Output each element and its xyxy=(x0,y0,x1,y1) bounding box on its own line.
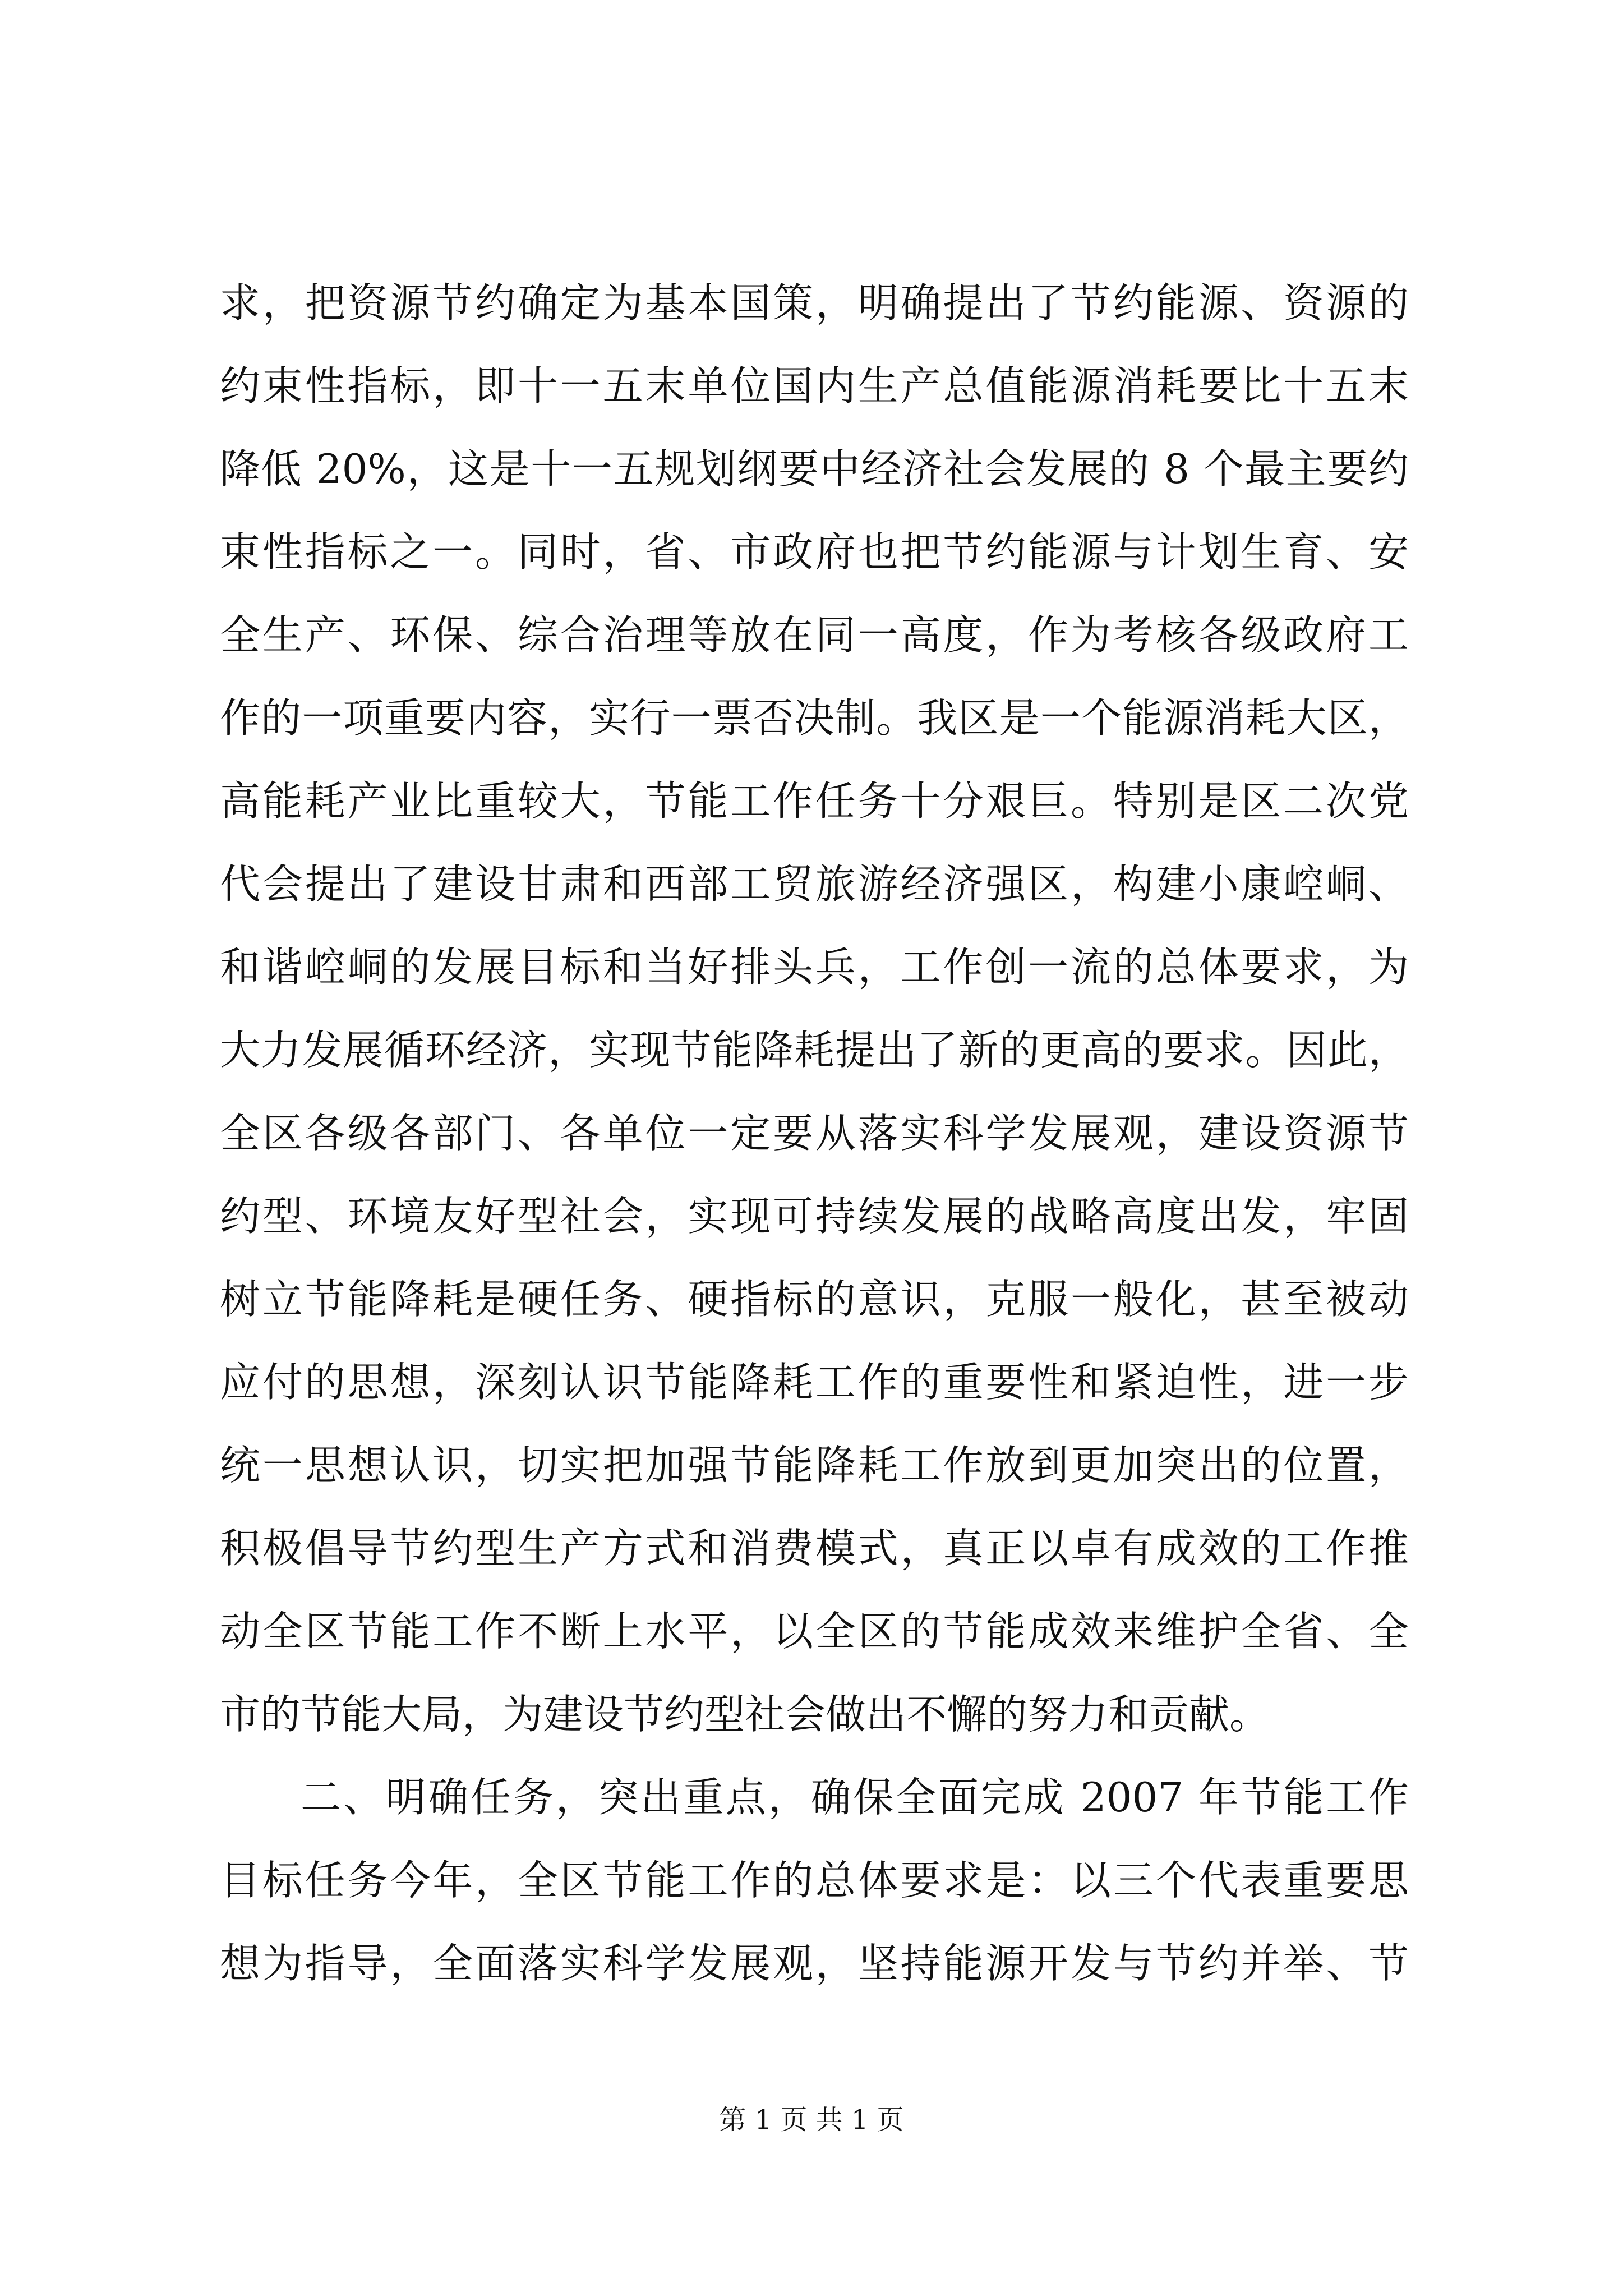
page-footer: 第 1 页 共 1 页 xyxy=(719,2104,904,2136)
text-line-4: 束性指标之一。同时，省、市政府也把节约能源与计划生育、安 xyxy=(220,528,1409,576)
text-line-20: 目标任务今年，全区节能工作的总体要求是：以三个代表重要思 xyxy=(220,1857,1409,1904)
text-line-5: 全生产、环保、综合治理等放在同一高度，作为考核各级政府工 xyxy=(220,611,1409,659)
text-line-12: 约型、环境友好型社会，实现可持续发展的战略高度出发，牢固 xyxy=(220,1193,1409,1240)
text-line-16: 积极倡导节约型生产方式和消费模式，真正以卓有成效的工作推 xyxy=(220,1525,1409,1572)
text-line-11: 全区各级各部门、各单位一定要从落实科学发展观，建设资源节 xyxy=(220,1110,1409,1157)
text-line-18: 市的节能大局，为建设节约型社会做出不懈的努力和贡献。 xyxy=(220,1691,1270,1738)
text-line-10: 大力发展循环经济，实现节能降耗提出了新的更高的要求。因此， xyxy=(220,1027,1409,1074)
text-line-9: 和谐崆峒的发展目标和当好排头兵，工作创一流的总体要求，为 xyxy=(220,944,1409,991)
text-line-8: 代会提出了建设甘肃和西部工贸旅游经济强区，构建小康崆峒、 xyxy=(220,861,1409,908)
text-line-14: 应付的思想，深刻认识节能降耗工作的重要性和紧迫性，进一步 xyxy=(220,1359,1409,1406)
text-line-3: 降低 20%，这是十一五规划纲要中经济社会发展的 8 个最主要约 xyxy=(220,445,1409,493)
text-line-17: 动全区节能工作不断上水平，以全区的节能成效来维护全省、全 xyxy=(220,1608,1409,1655)
text-line-13: 树立节能降耗是硬任务、硬指标的意识，克服一般化，甚至被动 xyxy=(220,1276,1409,1323)
text-line-6: 作的一项重要内容，实行一票否决制。我区是一个能源消耗大区， xyxy=(220,694,1409,742)
text-line-1: 求，把资源节约确定为基本国策，明确提出了节约能源、资源的 xyxy=(220,279,1409,326)
text-line-19: 二、明确任务，突出重点，确保全面完成 2007 年节能工作 xyxy=(301,1774,1409,1821)
text-line-2: 约束性指标，即十一五末单位国内生产总值能源消耗要比十五末 xyxy=(220,362,1409,409)
body-text xyxy=(220,261,1409,2005)
text-line-15: 统一思想认识，切实把加强节能降耗工作放到更加突出的位置， xyxy=(220,1442,1409,1489)
text-line-7: 高能耗产业比重较大，节能工作任务十分艰巨。特别是区二次党 xyxy=(220,777,1409,825)
text-line-21: 想为指导，全面落实科学发展观，坚持能源开发与节约并举、节 xyxy=(220,1940,1409,1987)
